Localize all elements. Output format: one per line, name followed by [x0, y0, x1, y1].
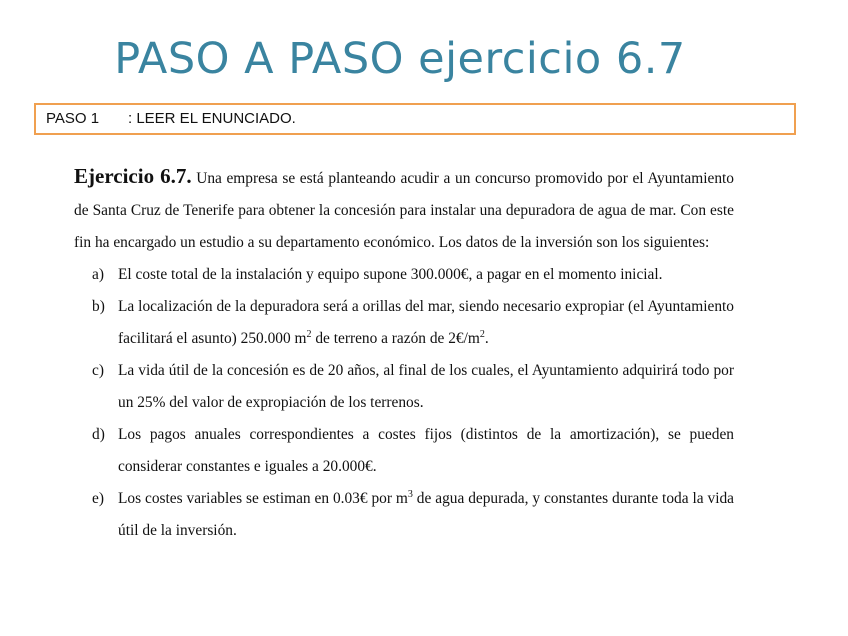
exercise-statement — [74, 160, 734, 547]
slide-title: PASO A PASO ejercicio 6.7 — [114, 34, 686, 84]
list-item-d — [74, 419, 734, 483]
list-item-text-part: Los costes variables se estiman en 0.03€ por m — [118, 490, 408, 507]
list-item-text: El coste total de la instalación y equipo supone 300.000€, a pagar en el momento inicial. — [118, 266, 663, 283]
list-item-text: Los pagos anuales correspondientes a costes fijos (distintos de la amortización), se pueden considerar constantes e iguales a 20.000€. — [118, 426, 734, 475]
step-box — [34, 103, 796, 135]
list-item-text — [118, 490, 734, 539]
superscript: 2 — [479, 328, 485, 340]
list-item-text — [118, 298, 734, 347]
data-list — [74, 259, 734, 547]
list-marker: b) — [92, 298, 105, 315]
list-item-e — [74, 483, 734, 547]
exercise-title: Ejercicio 6.7. — [74, 164, 192, 188]
exercise-intro-paragraph — [74, 160, 734, 259]
step-text: : LEER EL ENUNCIADO. — [128, 110, 296, 127]
superscript: 3 — [407, 488, 413, 500]
list-item-text-part: La localización de la depuradora será a orillas del mar, siendo necesario expropiar (el Ayuntamiento facilitará el asunto) 250.000 m — [118, 298, 734, 347]
list-marker: d) — [92, 426, 105, 443]
list-item-a — [74, 259, 734, 291]
list-item-text: La vida útil de la concesión es de 20 años, al final de los cuales, el Ayuntamiento adquirirá todo por un 25% del valor de expropiación de los terrenos. — [118, 362, 734, 411]
list-item-c — [74, 355, 734, 419]
list-item-text-part: de agua depurada, y constantes durante toda la vida útil de la inversión. — [118, 490, 734, 539]
exercise-intro-text: Una empresa se está planteando acudir a un concurso promovido por el Ayuntamiento de Santa Cruz de Tenerife para obtener la concesión para instalar una depuradora de agua de mar. Con este fin ha encargado un estudio a su departamento económico. Los datos de la inversión son los siguientes: — [74, 170, 734, 251]
list-marker: e) — [92, 490, 104, 507]
superscript: 2 — [306, 328, 312, 340]
list-item-b — [74, 291, 734, 355]
list-item-text-part: . — [484, 330, 489, 347]
list-item-text-part: de terreno a razón de 2€/m — [311, 330, 480, 347]
list-marker: a) — [92, 266, 104, 283]
list-marker: c) — [92, 362, 104, 379]
step-label: PASO 1 — [46, 110, 100, 127]
